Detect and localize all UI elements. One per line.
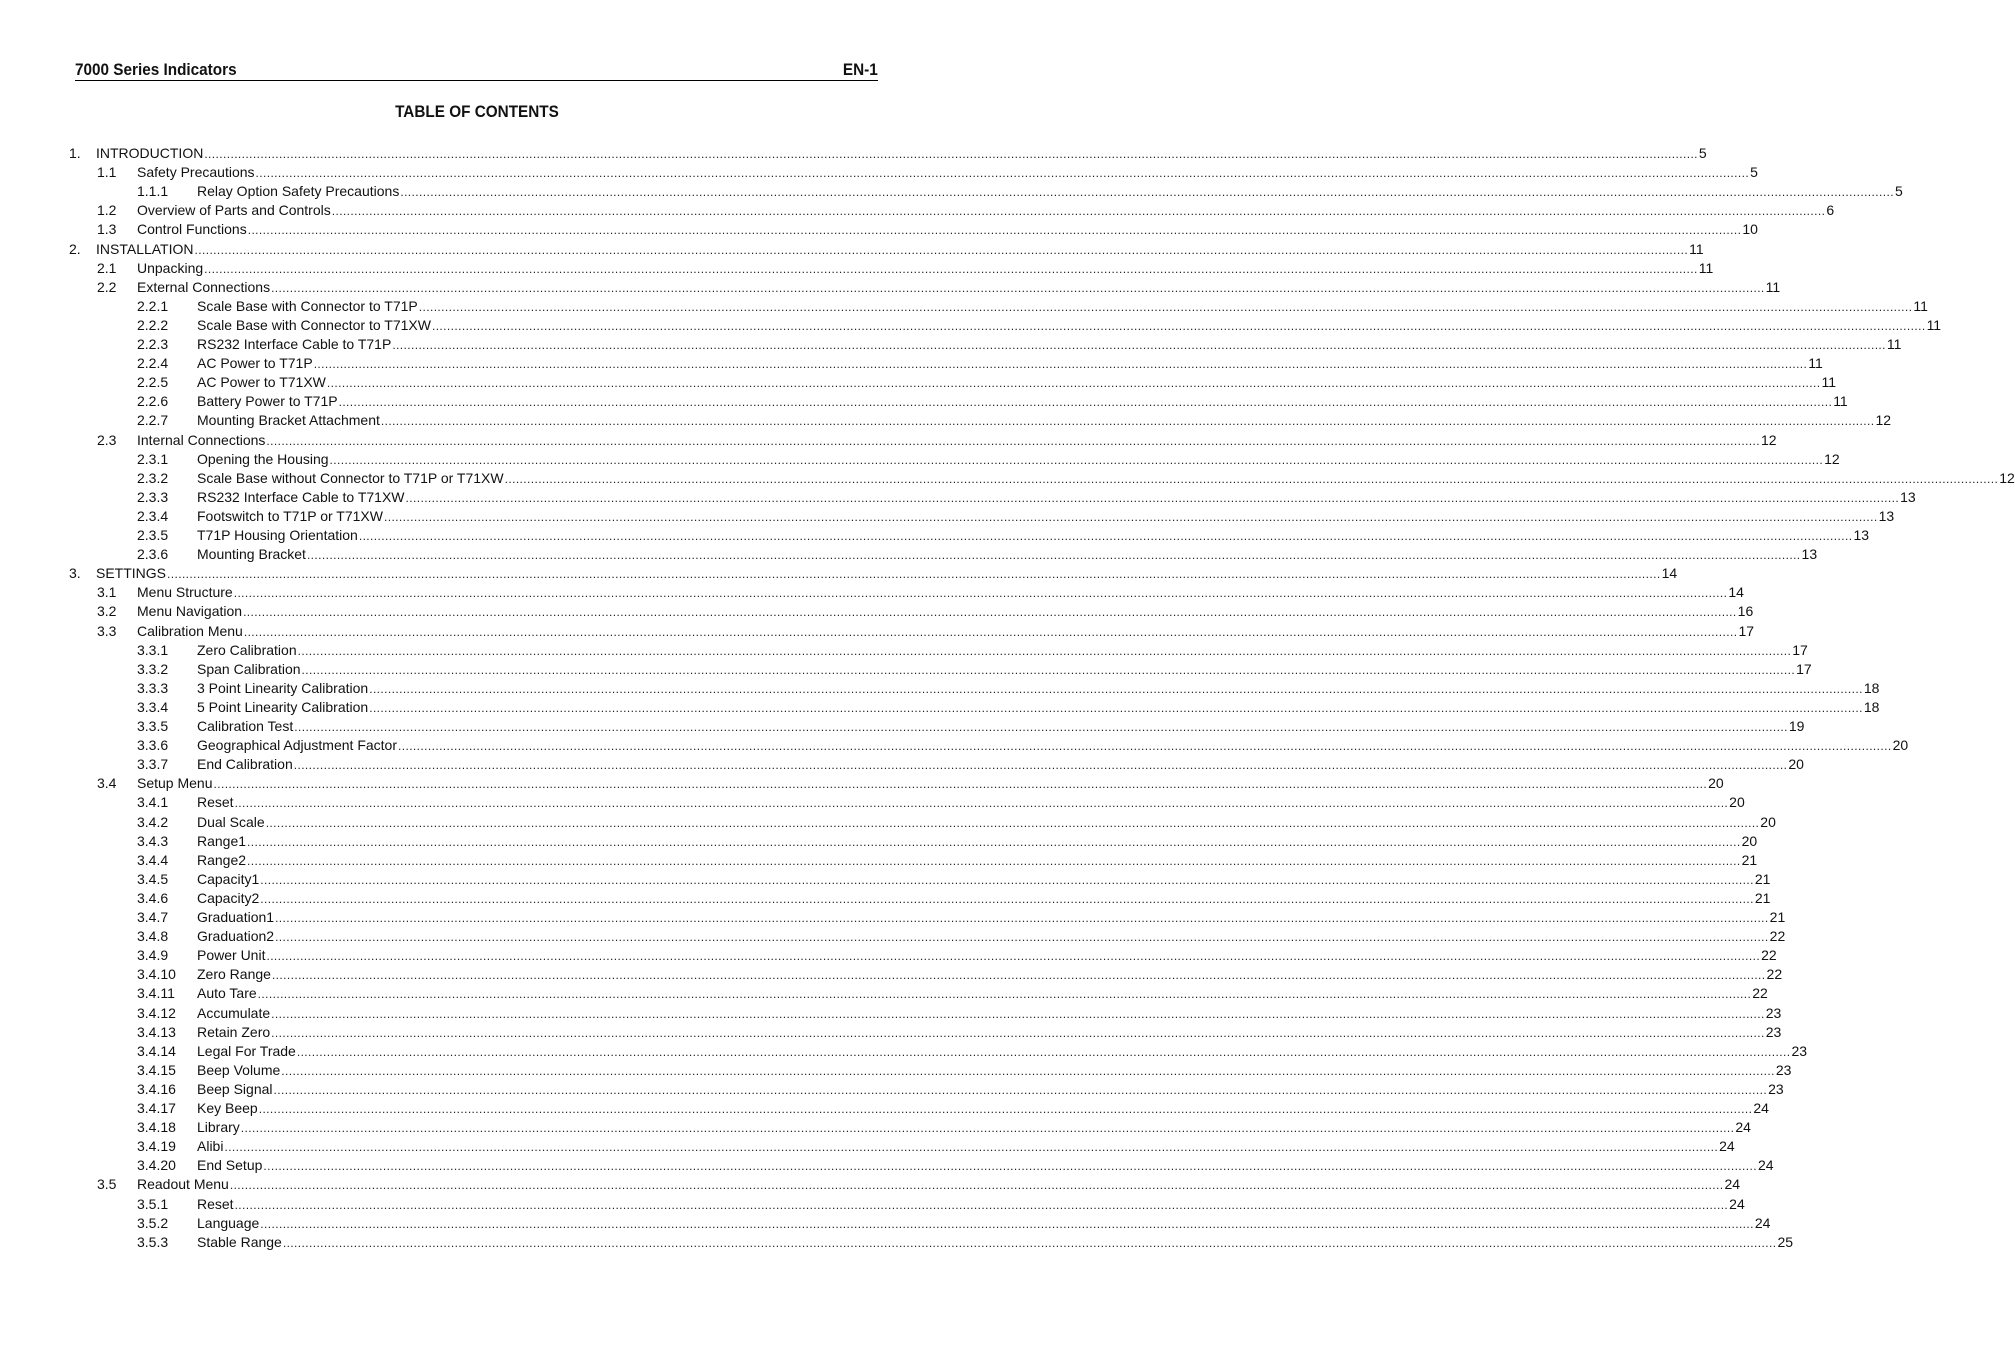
toc-entry[interactable] xyxy=(0,259,1714,278)
toc-entry-page: 14 xyxy=(1661,565,1678,582)
toc-entry-title: Library xyxy=(197,1119,240,1136)
toc-entry-number: 2.3.4 xyxy=(137,507,169,524)
toc-entry-title: External Connections xyxy=(137,278,271,295)
toc-leader-dots: ................................................................................................................................................................................................................................................................................................................................................................................................................ xyxy=(255,166,1750,181)
toc-entry-title: Safety Precautions xyxy=(137,164,255,181)
toc-entry-title: RS232 Interface Cable to T71XW xyxy=(197,488,405,505)
toc-entry-page: 22 xyxy=(1761,947,1777,964)
toc-entry[interactable] xyxy=(0,1175,1741,1194)
toc-entry-title: Beep Volume xyxy=(197,1061,281,1078)
toc-entry-page: 11 xyxy=(1808,355,1823,372)
toc-entry-number: 3.3.6 xyxy=(137,737,169,754)
toc-entry-page: 5 xyxy=(1894,183,1903,200)
toc-entry[interactable] xyxy=(0,1233,1794,1252)
toc-leader-dots: ................................................................................................................................................................................................................................................................................................................................................................................................................ xyxy=(431,318,1926,333)
toc-entry-number: 3.1 xyxy=(97,584,117,601)
toc-entry[interactable] xyxy=(0,717,1805,736)
toc-entry-title: AC Power to T71XW xyxy=(197,374,326,391)
toc-entry-number: 3.4.5 xyxy=(137,870,169,887)
toc-entry-title: RS232 Interface Cable to T71P xyxy=(197,336,392,352)
toc-entry-page: 13 xyxy=(1900,488,1916,505)
toc-entry-number: 2.2 xyxy=(97,278,117,295)
toc-entry-page: 23 xyxy=(1765,1023,1782,1040)
toc-entry-number: 3.5.1 xyxy=(137,1195,169,1212)
toc-entry-page: 21 xyxy=(1754,870,1771,887)
toc-entry-number: 2.2.5 xyxy=(137,374,169,391)
toc-entry-number: 1.1.1 xyxy=(137,183,169,200)
toc-leader-dots: ................................................................................................................................................................................................................................................................................................................................................................................................................ xyxy=(392,338,1886,352)
toc-entry[interactable] xyxy=(0,564,1678,583)
toc-entry-title: Accumulate xyxy=(197,1004,271,1021)
toc-entry-number: 3.4.15 xyxy=(137,1061,176,1078)
toc-heading-text: TABLE OF CONTENTS xyxy=(395,102,559,121)
header-page-number: EN-1 xyxy=(843,60,878,79)
toc-entry-title: Retain Zero xyxy=(197,1023,271,1040)
toc-entry[interactable] xyxy=(0,278,1781,297)
toc-entry-title: Relay Option Safety Precautions xyxy=(197,183,400,200)
toc-entry-number: 3.4.12 xyxy=(137,1004,176,1021)
toc-leader-dots: ................................................................................................................................................................................................................................................................................................................................................................................................................ xyxy=(369,681,1863,696)
toc-leader-dots: ................................................................................................................................................................................................................................................................................................................................................................................................................ xyxy=(243,605,1737,620)
toc-entry[interactable] xyxy=(0,335,1902,354)
page-header xyxy=(75,58,878,81)
toc-leader-dots: ................................................................................................................................................................................................................................................................................................................................................................................................................ xyxy=(273,1082,1768,1097)
toc-entry[interactable] xyxy=(0,755,1804,774)
toc-entry-page: 17 xyxy=(1792,641,1808,658)
toc-entry[interactable] xyxy=(0,889,1771,908)
toc-entry-number: 2.1 xyxy=(97,259,117,276)
toc-entry[interactable] xyxy=(0,507,1895,526)
toc-entry-page: 22 xyxy=(1752,985,1768,1002)
toc-leader-dots: ................................................................................................................................................................................................................................................................................................................................................................................................................ xyxy=(247,223,1742,238)
toc-entry-number: 3.3.3 xyxy=(137,679,169,696)
toc-leader-dots: ................................................................................................................................................................................................................................................................................................................................................................................................................ xyxy=(293,758,1788,773)
toc-entry-title: Alibi xyxy=(197,1138,224,1155)
toc-entry-page: 14 xyxy=(1728,584,1744,601)
toc-entry[interactable] xyxy=(0,583,1744,602)
toc-leader-dots: ................................................................................................................................................................................................................................................................................................................................................................................................................ xyxy=(369,700,1863,715)
toc-entry-title: Capacity2 xyxy=(197,889,260,906)
toc-entry-number: 3.5.3 xyxy=(137,1233,169,1250)
toc-entry-number: 3.4.19 xyxy=(137,1138,176,1155)
toc-entry[interactable] xyxy=(0,240,1704,259)
toc-entry-number: 2.2.7 xyxy=(137,412,169,429)
toc-leader-dots: ................................................................................................................................................................................................................................................................................................................................................................................................................ xyxy=(275,911,1769,925)
toc-entry-number: 3.4.2 xyxy=(137,813,169,830)
toc-entry-page: 6 xyxy=(1826,202,1835,219)
toc-entry-page: 11 xyxy=(1821,374,1837,391)
toc-entry-number: 3.4.6 xyxy=(137,889,169,906)
toc-entry-title: Opening the Housing xyxy=(197,450,329,467)
toc-leader-dots: ................................................................................................................................................................................................................................................................................................................................................................................................................ xyxy=(271,968,1766,983)
toc-entry-page: 11 xyxy=(1765,278,1781,295)
toc-entry-page: 17 xyxy=(1796,660,1812,677)
toc-entry-number: 3.4.7 xyxy=(137,909,169,925)
toc-entry-page: 18 xyxy=(1863,698,1880,715)
toc-entry-number: 2.3.2 xyxy=(137,469,169,486)
toc-leader-dots: ................................................................................................................................................................................................................................................................................................................................................................................................................ xyxy=(213,777,1708,792)
toc-entry-title: AC Power to T71P xyxy=(197,355,313,372)
toc-leader-dots: ................................................................................................................................................................................................................................................................................................................................................................................................................ xyxy=(398,739,1892,754)
toc-entry-title: Capacity1 xyxy=(197,870,260,887)
toc-entry-number: 3.4.9 xyxy=(137,947,169,964)
toc-entry[interactable] xyxy=(0,870,1771,889)
toc-entry-title: End Calibration xyxy=(197,756,293,773)
toc-entry-title: Language xyxy=(197,1214,260,1231)
toc-entry-page: 17 xyxy=(1738,622,1755,639)
toc-entry[interactable] xyxy=(0,163,1758,182)
toc-entry-number: 3.3.7 xyxy=(137,756,169,773)
toc-leader-dots: ................................................................................................................................................................................................................................................................................................................................................................................................................ xyxy=(260,891,1754,906)
toc-entry-page: 13 xyxy=(1801,546,1818,563)
toc-entry-number: 1.1 xyxy=(97,164,117,181)
toc-entry-page: 13 xyxy=(1853,527,1870,543)
toc-entry[interactable] xyxy=(0,201,1835,220)
toc-leader-dots: ................................................................................................................................................................................................................................................................................................................................................................................................................ xyxy=(233,586,1728,601)
toc-entry-page: 12 xyxy=(1999,469,2015,486)
toc-entry[interactable] xyxy=(0,1042,1808,1061)
toc-leader-dots: ................................................................................................................................................................................................................................................................................................................................................................................................................ xyxy=(504,471,1999,486)
toc-entry-number: 2. xyxy=(69,240,81,257)
toc-entry-page: 25 xyxy=(1777,1233,1794,1250)
toc-entry-page: 24 xyxy=(1757,1157,1774,1174)
toc-entry-title: Key Beep xyxy=(197,1100,258,1116)
toc-entry-number: 3.4.20 xyxy=(137,1157,176,1174)
toc-entry-number: 3.4.16 xyxy=(137,1080,176,1097)
toc-entry[interactable] xyxy=(0,373,1837,392)
toc-entry-title: Beep Signal xyxy=(197,1080,273,1097)
toc-entry[interactable] xyxy=(0,736,1909,755)
toc-entry-title: SETTINGS xyxy=(96,565,167,582)
toc-leader-dots: ................................................................................................................................................................................................................................................................................................................................................................................................................ xyxy=(194,242,1689,257)
toc-leader-dots: ................................................................................................................................................................................................................................................................................................................................................................................................................ xyxy=(338,395,1833,410)
toc-leader-dots: ................................................................................................................................................................................................................................................................................................................................................................................................................ xyxy=(258,1102,1753,1116)
toc-entry-title: Graduation1 xyxy=(197,909,275,925)
toc-leader-dots: ................................................................................................................................................................................................................................................................................................................................................................................................................ xyxy=(358,529,1853,543)
toc-leader-dots: ................................................................................................................................................................................................................................................................................................................................................................................................................ xyxy=(271,1006,1765,1021)
toc-leader-dots: ................................................................................................................................................................................................................................................................................................................................................................................................................ xyxy=(331,204,1826,219)
toc-entry-title: End Setup xyxy=(197,1157,263,1174)
toc-entry[interactable] xyxy=(0,297,1928,316)
toc-entry-title: Control Functions xyxy=(137,221,247,238)
toc-entry-number: 3.3.1 xyxy=(137,641,169,658)
toc-entry-title: Overview of Parts and Controls xyxy=(137,202,331,219)
toc-entry-page: 11 xyxy=(1926,316,1942,333)
toc-leader-dots: ................................................................................................................................................................................................................................................................................................................................................................................................................ xyxy=(301,662,1796,677)
toc-entry[interactable] xyxy=(0,526,1870,545)
toc-entry-title: Mounting Bracket Attachment xyxy=(197,412,380,429)
toc-entry-number: 2.2.4 xyxy=(137,355,169,372)
toc-entry-number: 3.4.14 xyxy=(137,1042,176,1059)
toc-entry-title: INSTALLATION xyxy=(96,240,194,257)
toc-entry-number: 3. xyxy=(69,565,81,582)
toc-entry-number: 3.4 xyxy=(97,775,117,792)
toc-leader-dots: ................................................................................................................................................................................................................................................................................................................................................................................................................ xyxy=(204,261,1698,276)
toc-entry-number: 2.2.6 xyxy=(137,393,169,410)
toc-entry[interactable] xyxy=(0,1099,1769,1118)
toc-entry-number: 3.4.4 xyxy=(137,851,169,868)
toc-leader-dots: ................................................................................................................................................................................................................................................................................................................................................................................................................ xyxy=(243,624,1738,639)
toc-entry-page: 11 xyxy=(1689,240,1704,257)
toc-entry[interactable] xyxy=(0,144,1707,163)
toc-entry-page: 19 xyxy=(1788,718,1805,734)
toc-entry-page: 11 xyxy=(1913,297,1928,314)
toc-entry-title: Internal Connections xyxy=(137,431,266,448)
toc-entry[interactable] xyxy=(0,220,1758,239)
toc-entry-page: 5 xyxy=(1698,145,1707,161)
toc-entry-number: 3.2 xyxy=(97,603,117,620)
toc-entry-page: 24 xyxy=(1753,1100,1769,1116)
toc-entry[interactable] xyxy=(0,1137,1735,1156)
toc-entry[interactable] xyxy=(0,392,1848,411)
toc-entry-page: 18 xyxy=(1863,679,1880,696)
toc-entry[interactable] xyxy=(0,946,1777,965)
toc-entry-title: Mounting Bracket xyxy=(197,546,306,563)
toc-entry-title: Geographical Adjustment Factor xyxy=(197,737,397,754)
toc-entry-page: 10 xyxy=(1742,221,1758,238)
toc-entry[interactable] xyxy=(0,182,1903,201)
toc-entry-page: 21 xyxy=(1741,851,1758,868)
toc-entry-number: 2.3.6 xyxy=(137,546,169,563)
toc-leader-dots: ................................................................................................................................................................................................................................................................................................................................................................................................................ xyxy=(234,1197,1729,1212)
toc-leader-dots: ................................................................................................................................................................................................................................................................................................................................................................................................................ xyxy=(400,185,1894,200)
toc-entry-page: 24 xyxy=(1735,1119,1751,1136)
toc-leader-dots: ................................................................................................................................................................................................................................................................................................................................................................................................................ xyxy=(204,147,1698,161)
toc-leader-dots: ................................................................................................................................................................................................................................................................................................................................................................................................................ xyxy=(405,490,1900,505)
toc-entry-title: Range1 xyxy=(197,832,247,849)
toc-entry-page: 23 xyxy=(1791,1042,1808,1059)
toc-entry[interactable] xyxy=(0,431,1777,450)
toc-entry[interactable] xyxy=(0,1214,1771,1233)
toc-entry-page: 12 xyxy=(1761,431,1777,448)
toc-entry-title: Span Calibration xyxy=(197,660,301,677)
toc-leader-dots: ................................................................................................................................................................................................................................................................................................................................................................................................................ xyxy=(265,815,1760,830)
toc-entry[interactable] xyxy=(0,660,1812,679)
toc-entry-title: Setup Menu xyxy=(137,775,213,792)
toc-entry-page: 20 xyxy=(1892,737,1909,754)
toc-entry-number: 1.2 xyxy=(97,202,117,219)
toc-leader-dots: ................................................................................................................................................................................................................................................................................................................................................................................................................ xyxy=(294,720,1788,734)
toc-entry[interactable] xyxy=(0,698,1880,717)
toc-entry-page: 11 xyxy=(1698,259,1714,276)
toc-entry-title: INTRODUCTION xyxy=(96,145,204,161)
toc-entry[interactable] xyxy=(0,411,1892,430)
toc-leader-dots: ................................................................................................................................................................................................................................................................................................................................................................................................................ xyxy=(275,930,1769,945)
toc-entry-title: Stable Range xyxy=(197,1233,282,1250)
toc-entry[interactable] xyxy=(0,927,1786,946)
toc-leader-dots: ................................................................................................................................................................................................................................................................................................................................................................................................................ xyxy=(383,509,1878,524)
toc-entry[interactable] xyxy=(0,1118,1751,1137)
toc-entry-title: Reset xyxy=(197,1195,234,1212)
toc-entry-page: 22 xyxy=(1766,966,1783,983)
toc-entry-number: 2.3 xyxy=(97,431,117,448)
toc-entry-page: 22 xyxy=(1769,928,1786,945)
toc-leader-dots: ................................................................................................................................................................................................................................................................................................................................................................................................................ xyxy=(281,1063,1775,1078)
toc-leader-dots: ................................................................................................................................................................................................................................................................................................................................................................................................................ xyxy=(260,872,1754,887)
toc-entry-page: 24 xyxy=(1729,1195,1745,1212)
toc-leader-dots: ................................................................................................................................................................................................................................................................................................................................................................................................................ xyxy=(271,1025,1765,1040)
toc-entry-number: 3.3.4 xyxy=(137,698,169,715)
toc-entry-number: 3.4.18 xyxy=(137,1119,176,1136)
toc-leader-dots: ................................................................................................................................................................................................................................................................................................................................................................................................................ xyxy=(418,299,1913,314)
toc-leader-dots: ................................................................................................................................................................................................................................................................................................................................................................................................................ xyxy=(234,796,1729,811)
toc-entry-page: 20 xyxy=(1788,756,1804,773)
toc-entry-title: Readout Menu xyxy=(137,1176,229,1193)
toc-entry-number: 3.4.1 xyxy=(137,794,169,811)
toc-entry-number: 2.3.3 xyxy=(137,488,169,505)
toc-entry-title: Menu Structure xyxy=(137,584,233,601)
toc-entry-title: Calibration Test xyxy=(197,718,294,734)
toc-entry[interactable] xyxy=(0,851,1758,870)
toc-entry-title: Legal For Trade xyxy=(197,1042,296,1059)
toc-entry[interactable] xyxy=(0,908,1786,927)
toc-entry-title: Zero Range xyxy=(197,966,271,983)
toc-entry[interactable] xyxy=(0,1061,1792,1080)
toc-entry-title: T71P Housing Orientation xyxy=(197,527,358,543)
toc-leader-dots: ................................................................................................................................................................................................................................................................................................................................................................................................................ xyxy=(260,1216,1754,1231)
toc-entry-number: 3.4.3 xyxy=(137,832,169,849)
toc-entry-title: Scale Base with Connector to T71P xyxy=(197,297,418,314)
header-title: 7000 Series Indicators xyxy=(75,60,237,79)
toc-entry-title: Unpacking xyxy=(137,259,204,276)
toc-entry[interactable] xyxy=(0,622,1755,641)
toc-entry-title: Graduation2 xyxy=(197,928,275,945)
toc-entry[interactable] xyxy=(0,984,1768,1003)
toc-entry-page: 24 xyxy=(1754,1214,1771,1231)
toc-leader-dots: ................................................................................................................................................................................................................................................................................................................................................................................................................ xyxy=(313,357,1808,372)
toc-entry-page: 20 xyxy=(1729,794,1745,811)
toc-leader-dots: ................................................................................................................................................................................................................................................................................................................................................................................................................ xyxy=(224,1140,1719,1155)
toc-entry[interactable] xyxy=(0,469,2015,488)
toc-entry[interactable] xyxy=(0,679,1880,698)
toc-entry-page: 23 xyxy=(1765,1004,1782,1021)
toc-entry-number: 1. xyxy=(69,145,81,161)
toc-entry-page: 21 xyxy=(1754,889,1771,906)
toc-entry-number: 3.5 xyxy=(97,1176,117,1193)
toc-entry-page: 23 xyxy=(1768,1080,1784,1097)
toc-entry-page: 23 xyxy=(1775,1061,1792,1078)
toc-leader-dots: ................................................................................................................................................................................................................................................................................................................................................................................................................ xyxy=(329,452,1824,467)
toc-entry-page: 12 xyxy=(1875,412,1892,429)
toc-entry-page: 16 xyxy=(1737,603,1754,620)
toc-entry-number: 3.4.11 xyxy=(137,985,175,1002)
toc-entry-number: 2.2.2 xyxy=(137,316,169,333)
toc-entry[interactable] xyxy=(0,1023,1782,1042)
toc-entry-number: 3.4.10 xyxy=(137,966,176,983)
toc-entry[interactable] xyxy=(0,316,1942,335)
toc-entry-title: Footswitch to T71P or T71XW xyxy=(197,507,383,524)
toc-entry[interactable] xyxy=(0,832,1758,851)
toc-entry-number: 1.3 xyxy=(97,221,117,238)
toc-entry-title: Calibration Menu xyxy=(137,622,243,639)
toc-entry-title: 3 Point Linearity Calibration xyxy=(197,679,369,696)
toc-leader-dots: ................................................................................................................................................................................................................................................................................................................................................................................................................ xyxy=(229,1178,1724,1193)
toc-entry-title: Battery Power to T71P xyxy=(197,393,338,410)
toc-entry[interactable] xyxy=(0,965,1783,984)
toc-leader-dots: ................................................................................................................................................................................................................................................................................................................................................................................................................ xyxy=(266,433,1761,448)
toc-entry[interactable] xyxy=(0,354,1823,373)
toc-entry-number: 3.3 xyxy=(97,622,117,639)
toc-leader-dots: ................................................................................................................................................................................................................................................................................................................................................................................................................ xyxy=(247,834,1741,849)
toc-entry-page: 11 xyxy=(1886,336,1902,352)
toc-entry[interactable] xyxy=(0,450,1840,469)
toc-leader-dots: ................................................................................................................................................................................................................................................................................................................................................................................................................ xyxy=(247,853,1741,868)
toc-entry-number: 3.3.2 xyxy=(137,660,169,677)
toc-entry-title: Menu Navigation xyxy=(137,603,243,620)
toc-entry-page: 20 xyxy=(1741,832,1758,849)
toc-leader-dots: ................................................................................................................................................................................................................................................................................................................................................................................................................ xyxy=(167,567,1661,582)
toc-heading xyxy=(0,102,954,122)
toc-entry[interactable] xyxy=(0,641,1808,660)
toc-entry-number: 2.3.1 xyxy=(137,450,169,467)
toc-entry-title: Zero Calibration xyxy=(197,641,297,658)
toc-entry[interactable] xyxy=(0,488,1916,507)
toc-leader-dots: ................................................................................................................................................................................................................................................................................................................................................................................................................ xyxy=(306,548,1801,563)
toc-leader-dots: ................................................................................................................................................................................................................................................................................................................................................................................................................ xyxy=(257,987,1752,1002)
toc-entry-number: 2.3.5 xyxy=(137,527,169,543)
toc-entry[interactable] xyxy=(0,1004,1782,1023)
toc-entry[interactable] xyxy=(0,1156,1774,1175)
toc-entry-page: 13 xyxy=(1878,507,1895,524)
toc-entry-page: 5 xyxy=(1750,164,1758,181)
toc-leader-dots: ................................................................................................................................................................................................................................................................................................................................................................................................................ xyxy=(297,643,1792,658)
toc-entry-title: Dual Scale xyxy=(197,813,265,830)
toc-entry-title: Reset xyxy=(197,794,234,811)
toc-entry-title: Auto Tare xyxy=(197,985,257,1002)
toc-entry-page: 24 xyxy=(1719,1138,1735,1155)
toc-leader-dots: ................................................................................................................................................................................................................................................................................................................................................................................................................ xyxy=(282,1235,1777,1250)
toc-leader-dots: ................................................................................................................................................................................................................................................................................................................................................................................................................ xyxy=(326,376,1821,391)
toc-entry-page: 11 xyxy=(1833,393,1848,410)
toc-entry-title: Scale Base without Connector to T71P or T71XW xyxy=(197,469,504,486)
toc-entry-title: 5 Point Linearity Calibration xyxy=(197,698,369,715)
toc-leader-dots: ................................................................................................................................................................................................................................................................................................................................................................................................................ xyxy=(263,1159,1757,1174)
toc-entry-page: 21 xyxy=(1769,909,1786,925)
toc-entry[interactable] xyxy=(0,545,1818,564)
toc-entry-title: Scale Base with Connector to T71XW xyxy=(197,316,431,333)
toc-leader-dots: ................................................................................................................................................................................................................................................................................................................................................................................................................ xyxy=(380,414,1875,429)
toc-entry[interactable] xyxy=(0,602,1754,621)
toc-entry-number: 3.5.2 xyxy=(137,1214,169,1231)
toc-entry-title: Power Unit xyxy=(197,947,266,964)
toc-entry-page: 12 xyxy=(1824,450,1840,467)
toc-leader-dots: ................................................................................................................................................................................................................................................................................................................................................................................................................ xyxy=(266,949,1761,964)
toc-leader-dots: ................................................................................................................................................................................................................................................................................................................................................................................................................ xyxy=(296,1044,1791,1059)
toc-entry[interactable] xyxy=(0,1080,1784,1099)
toc-leader-dots: ................................................................................................................................................................................................................................................................................................................................................................................................................ xyxy=(240,1121,1735,1136)
toc-entry-number: 2.2.3 xyxy=(137,336,169,352)
toc-entry-number: 3.4.13 xyxy=(137,1023,176,1040)
toc-entry-number: 2.2.1 xyxy=(137,297,169,314)
toc-entry[interactable] xyxy=(0,774,1724,793)
toc-entry-page: 20 xyxy=(1708,775,1724,792)
toc-entry[interactable] xyxy=(0,1195,1745,1214)
toc-entry[interactable] xyxy=(0,813,1776,832)
toc-entry-number: 3.4.17 xyxy=(137,1100,176,1116)
toc-entry-page: 20 xyxy=(1760,813,1776,830)
toc-entry-number: 3.3.5 xyxy=(137,718,169,734)
toc-entry-title: Range2 xyxy=(197,851,247,868)
toc-entry-number: 3.4.8 xyxy=(137,928,169,945)
toc-entry-page: 24 xyxy=(1724,1176,1741,1193)
toc-leader-dots: ................................................................................................................................................................................................................................................................................................................................................................................................................ xyxy=(271,280,1765,295)
toc-entry[interactable] xyxy=(0,793,1745,812)
